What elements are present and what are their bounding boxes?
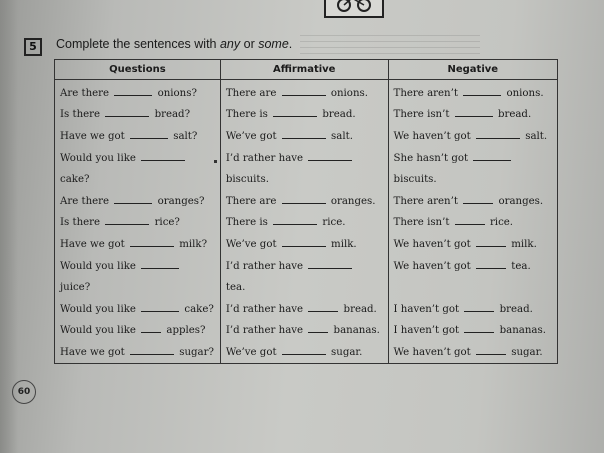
table-cell: We’ve got sugar. [220, 341, 388, 363]
table-cell: We haven’t got tea. [388, 255, 557, 277]
table-cell: Have we got milk? [55, 233, 221, 255]
table-cell: tea. [220, 276, 388, 298]
table-cell: There are oranges. [220, 190, 388, 212]
table-cell: Are there onions? [55, 80, 221, 104]
answer-blank[interactable] [476, 238, 506, 247]
answer-blank[interactable] [473, 152, 511, 161]
table-cell: Are there oranges? [55, 190, 221, 212]
table-cell: Would you like apples? [55, 320, 221, 342]
table-row [55, 255, 558, 277]
table-cell: Have we got salt? [55, 125, 221, 147]
print-mark [214, 160, 217, 163]
answer-blank[interactable] [455, 108, 493, 117]
table-cell: She hasn’t got [388, 147, 557, 169]
table-cell: We haven’t got salt. [388, 125, 557, 147]
bicycle-icon [334, 0, 374, 12]
answer-blank[interactable] [141, 260, 179, 269]
table-row [55, 147, 558, 169]
answer-blank[interactable] [282, 130, 326, 139]
table-row [55, 233, 558, 255]
table-cell: Would you like [55, 255, 221, 277]
table-row [55, 80, 558, 104]
table-row [55, 168, 558, 190]
table-cell: We haven’t got milk. [388, 233, 557, 255]
answer-blank[interactable] [141, 324, 161, 333]
table-cell: Would you like cake? [55, 298, 221, 320]
answer-blank[interactable] [130, 238, 174, 247]
answer-blank[interactable] [282, 346, 326, 355]
answer-blank[interactable] [308, 260, 352, 269]
table-row [55, 276, 558, 298]
table-cell: There aren’t onions. [388, 80, 557, 104]
table-cell: juice? [55, 276, 221, 298]
table-cell: I haven’t got bread. [388, 298, 557, 320]
table-row [55, 320, 558, 342]
answer-blank[interactable] [463, 195, 493, 204]
table-row [55, 190, 558, 212]
answer-blank[interactable] [282, 195, 326, 204]
table-row [55, 104, 558, 126]
table-cell: biscuits. [220, 168, 388, 190]
table-cell: I’d rather have bananas. [220, 320, 388, 342]
answer-blank[interactable] [455, 216, 485, 225]
header-negative: Negative [388, 60, 557, 80]
answer-blank[interactable] [105, 216, 149, 225]
table-header-row [55, 60, 558, 80]
answer-blank[interactable] [463, 87, 501, 96]
answer-blank[interactable] [476, 130, 520, 139]
table-cell: I’d rather have [220, 255, 388, 277]
table-cell: There is rice. [220, 212, 388, 234]
table-cell: We haven’t got sugar. [388, 341, 557, 363]
answer-blank[interactable] [141, 303, 179, 312]
answer-blank[interactable] [273, 216, 317, 225]
table-cell: Is there rice? [55, 212, 221, 234]
table-cell: There isn’t rice. [388, 212, 557, 234]
table-cell: I’d rather have [220, 147, 388, 169]
show-through-text [300, 30, 480, 60]
table-cell: cake? [55, 168, 221, 190]
exercise-table [54, 59, 558, 364]
table-cell: We’ve got salt. [220, 125, 388, 147]
table-row [55, 212, 558, 234]
answer-blank[interactable] [282, 238, 326, 247]
answer-blank[interactable] [476, 346, 506, 355]
answer-blank[interactable] [273, 108, 317, 117]
table-cell: We’ve got milk. [220, 233, 388, 255]
answer-blank[interactable] [476, 260, 506, 269]
answer-blank[interactable] [308, 303, 338, 312]
answer-blank[interactable] [464, 303, 494, 312]
table-cell: There are onions. [220, 80, 388, 104]
answer-blank[interactable] [114, 195, 152, 204]
table-row [55, 341, 558, 363]
table-cell: There aren’t oranges. [388, 190, 557, 212]
exercise-instruction: Complete the sentences with any or some. [56, 37, 293, 51]
exercise-number: 5 [24, 38, 42, 56]
table-cell [388, 276, 557, 298]
answer-blank[interactable] [308, 152, 352, 161]
page-number: 60 [12, 380, 36, 404]
answer-blank[interactable] [130, 130, 168, 139]
answer-blank[interactable] [282, 87, 326, 96]
table-cell: Have we got sugar? [55, 341, 221, 363]
answer-blank[interactable] [464, 324, 494, 333]
table-row [55, 125, 558, 147]
answer-blank[interactable] [141, 152, 185, 161]
table-cell: There isn’t bread. [388, 104, 557, 126]
answer-blank[interactable] [130, 346, 174, 355]
table-cell: There is bread. [220, 104, 388, 126]
table-cell: I haven’t got bananas. [388, 320, 557, 342]
table-cell: I’d rather have bread. [220, 298, 388, 320]
header-questions: Questions [55, 60, 221, 80]
top-illustration [324, 0, 384, 18]
answer-blank[interactable] [308, 324, 328, 333]
header-affirmative: Affirmative [220, 60, 388, 80]
table-cell: Is there bread? [55, 104, 221, 126]
table-cell: biscuits. [388, 168, 557, 190]
table-cell: Would you like [55, 147, 221, 169]
answer-blank[interactable] [105, 108, 149, 117]
table-row [55, 298, 558, 320]
answer-blank[interactable] [114, 87, 152, 96]
